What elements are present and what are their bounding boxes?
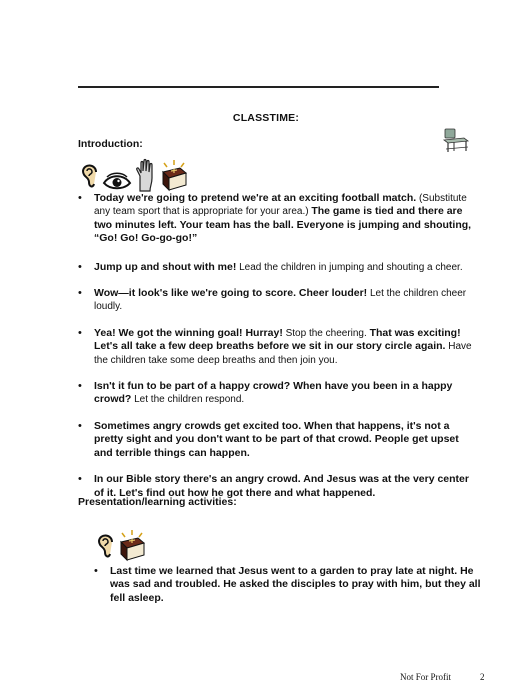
school-desk-icon (442, 127, 472, 158)
list-item: • Today we're going to pretend we're at an exciting football match. (Substitute any team sport that is appropriate for your area.) The game is tied and there are two minutes left. Your team has the ball. Everyone is jumping and shouting, “Go! Go! Go-go-go!” (78, 192, 478, 246)
presentation-label: Presentation/learning activities: (78, 496, 237, 508)
list-item: • Last time we learned that Jesus went to a garden to pray late at night. He was sad and troubled. He asked the disciples to pray with him, but they all fell asleep. (94, 565, 484, 605)
presentation-list (94, 565, 484, 605)
ear-icon (80, 160, 100, 192)
list-item: • Isn't it fun to be part of a happy crowd? When have you been in a happy crowd? Let the children respond. (78, 380, 478, 407)
list-item: • In our Bible story there's an angry crowd. And Jesus was at the very center of it. Let's find out how he got there and what happened. (78, 473, 478, 500)
list-item: • Wow—it look's like we're going to score. Cheer louder! Let the children cheer loudly. (78, 287, 478, 314)
intro-icon-row (80, 158, 188, 192)
top-rule (78, 86, 439, 88)
introduction-list (78, 192, 478, 500)
footer-text: Not For Profit (400, 672, 452, 682)
list-item: • Jump up and shout with me! Lead the children in jumping and shouting a cheer. (78, 261, 478, 274)
page-heading: CLASSTIME: (232, 112, 300, 124)
ear-icon (96, 530, 116, 562)
introduction-label: Introduction: (78, 138, 143, 150)
hand-icon (134, 158, 158, 192)
list-item: • Sometimes angry crowds get excited too. When that happens, it's not a pretty sight and you don't want to be part of that crowd. People get upset and terrible things can happen. (78, 420, 478, 460)
eye-icon (102, 172, 132, 192)
bible-icon (160, 160, 188, 192)
bible-icon (118, 530, 146, 562)
page-number: 2 (480, 672, 485, 682)
presentation-icon-row (96, 530, 146, 562)
list-item: • Yea! We got the winning goal! Hurray! Stop the cheering. That was exciting! Let's all take a few deep breaths before we sit in our story circle again. Have the children take some deep breaths and then join you. (78, 327, 478, 367)
